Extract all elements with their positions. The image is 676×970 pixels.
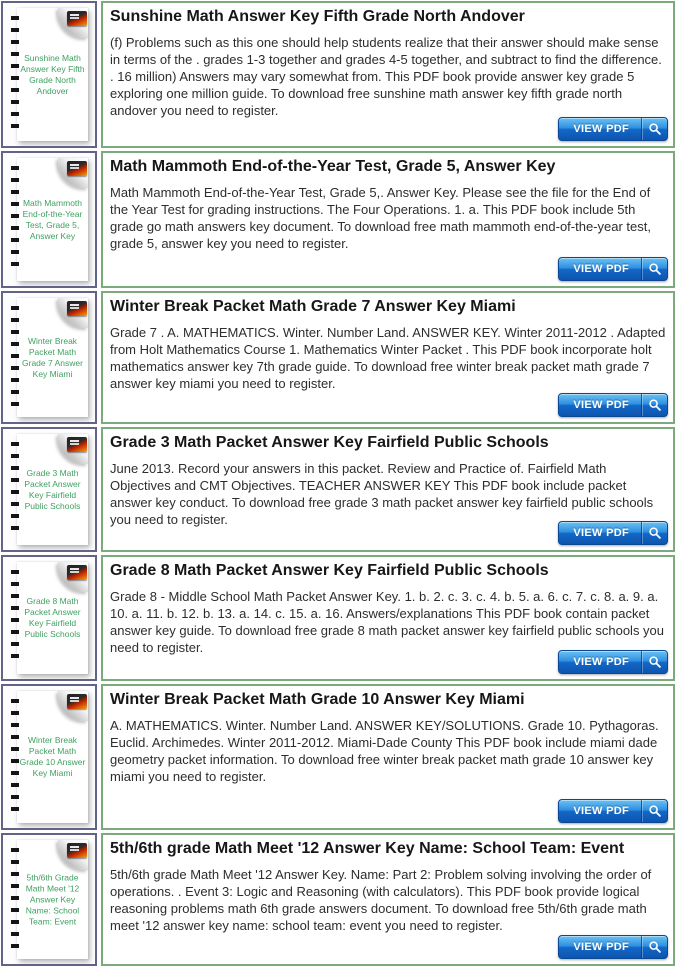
pdf-entry (1, 1, 675, 148)
view-pdf-button[interactable] (558, 799, 668, 823)
pdf-description: A. MATHEMATICS. Winter. Number Land. ANSWER KEY/SOLUTIONS. Grade 10. Pythagoras. Euclid. Archimedes. Winter 2011-2012. Miami-Dade County This PDF book include miami dade geometry packet information. To download free winter break packet math grade 10 answer key miami you need to register. (110, 718, 659, 784)
pdf-title: Math Mammoth End-of-the-Year Test, Grade 5, Answer Key (110, 158, 556, 175)
pdf-details-panel (101, 555, 675, 681)
view-pdf-label: VIEW PDF (573, 656, 629, 668)
thumbnail-title: Winter Break Packet Math Grade 10 Answer Key Miami (19, 735, 86, 778)
magnifier-icon (641, 651, 667, 673)
view-pdf-label: VIEW PDF (573, 263, 629, 275)
thumbnail-title: Math Mammoth End-of-the-Year Test, Grade 5, Answer Key (22, 197, 83, 241)
notebook-page-graphic (17, 298, 88, 417)
notebook-page-graphic (17, 8, 88, 141)
notebook-page-graphic (17, 562, 88, 674)
view-pdf-button[interactable] (558, 935, 668, 959)
magnifier-icon (641, 800, 667, 822)
spiral-binding-icon (11, 699, 19, 815)
view-pdf-button[interactable] (558, 117, 668, 141)
pdf-description: (f) Problems such as this one should help students realize that their answer should make sense in terms of the . grades 1-3 together and grades 4-5 together, and subtract to find the difference. . 16 million) Answers may vary somewhat from. This PDF book provide answer key grade 5 exploring one million guide. To download free sunshine math answer key fifth grade north andover you need to register. (110, 35, 662, 118)
pdf-entry (1, 151, 675, 288)
spiral-binding-icon (11, 848, 19, 951)
pdf-thumbnail[interactable] (1, 1, 97, 148)
pdf-details-panel (101, 427, 675, 552)
view-pdf-button[interactable] (558, 257, 668, 281)
view-pdf-button[interactable] (558, 650, 668, 674)
pdf-thumbnail[interactable] (1, 833, 97, 966)
pdf-thumbnail[interactable] (1, 291, 97, 424)
spiral-binding-icon (11, 16, 19, 133)
pdf-title: Winter Break Packet Math Grade 10 Answer Key Miami (110, 691, 525, 708)
view-pdf-button[interactable] (558, 393, 668, 417)
thumbnail-title: Grade 8 Math Packet Answer Key Fairfield Public Schools (24, 596, 81, 639)
pdf-thumbnail[interactable] (1, 427, 97, 552)
pdf-title: Sunshine Math Answer Key Fifth Grade North Andover (110, 8, 525, 25)
pdf-title: Grade 8 Math Packet Answer Key Fairfield Public Schools (110, 562, 549, 579)
pdf-brand-logo-icon (67, 565, 87, 580)
pdf-details-panel (101, 151, 675, 288)
pdf-title: Winter Break Packet Math Grade 7 Answer Key Miami (110, 298, 516, 315)
pdf-description: June 2013. Record your answers in this packet. Review and Practice of. Fairfield Math Objectives and CMT Objectives. TEACHER ANSWER KEY This PDF book include packet answer key conduct. To download free grade 3 math packet answer key fairfield public schools you need to register. (110, 461, 654, 527)
magnifier-icon (641, 522, 667, 544)
pdf-details-panel (101, 1, 675, 148)
pdf-details-panel (101, 833, 675, 966)
pdf-details-panel (101, 684, 675, 830)
spiral-binding-icon (11, 570, 19, 666)
thumbnail-title: 5th/6th Grade Math Meet '12 Answer Key Name: School Team: Event (25, 872, 80, 926)
pdf-brand-logo-icon (67, 161, 87, 176)
pdf-details-panel (101, 291, 675, 424)
view-pdf-label: VIEW PDF (573, 941, 629, 953)
view-pdf-button[interactable] (558, 521, 668, 545)
pdf-title: Grade 3 Math Packet Answer Key Fairfield Public Schools (110, 434, 549, 451)
pdf-entry (1, 291, 675, 424)
spiral-binding-icon (11, 306, 19, 409)
pdf-brand-logo-icon (67, 694, 87, 709)
pdf-description: Grade 7 . A. MATHEMATICS. Winter. Number Land. ANSWER KEY. Winter 2011-2012 . Adapted from Holt Mathematics Course 1. Mathematics Winter Packet . This PDF book incorporate holt mathematics answer key 7th grade guide. To download free winter break packet math grade 7 answer key miami you need to register. (110, 325, 666, 391)
pdf-description: 5th/6th grade Math Meet '12 Answer Key. Name: Part 2: Problem solving involving the order of operations. . Event 3: Logic and Reasoning (with calculators). This PDF book provide logical reasoning problems math 6th grade answers document. To download free 5th/6th grade math meet '12 answer key name: school team: event you need to register. (110, 867, 652, 933)
view-pdf-label: VIEW PDF (573, 805, 629, 817)
pdf-brand-logo-icon (67, 11, 87, 26)
magnifier-icon (641, 258, 667, 280)
view-pdf-label: VIEW PDF (573, 527, 629, 539)
pdf-entry (1, 833, 675, 966)
pdf-thumbnail[interactable] (1, 684, 97, 830)
view-pdf-label: VIEW PDF (573, 123, 629, 135)
pdf-description: Grade 8 - Middle School Math Packet Answer Key. 1. b. 2. c. 3. c. 4. b. 5. a. 6. c. 7. c. 8. a. 9. a. 10. a. 11. b. 12. b. 13. a. 14. c. 15. a. 16. Answers/explanations This PDF book contain packet answer key guide. To download free grade 8 math packet answer key fairfield public schools you need to register. (110, 589, 665, 655)
thumbnail-title: Grade 3 Math Packet Answer Key Fairfield Public Schools (24, 467, 81, 511)
view-pdf-label: VIEW PDF (573, 399, 629, 411)
pdf-thumbnail[interactable] (1, 151, 97, 288)
pdf-thumbnail[interactable] (1, 555, 97, 681)
pdf-brand-logo-icon (67, 437, 87, 452)
spiral-binding-icon (11, 166, 19, 273)
pdf-description: Math Mammoth End-of-the-Year Test, Grade 5,. Answer Key. Please see the file for the End of the Year Test for grading instructions. The Four Operations. 1. a. This PDF book include 5th grade go math answers key document. To download free math mammoth end-of-the-year test, grade 5, answer key you need to register. (110, 185, 651, 251)
pdf-entry (1, 555, 675, 681)
thumbnail-title: Winter Break Packet Math Grade 7 Answer Key Miami (22, 335, 83, 379)
magnifier-icon (641, 936, 667, 958)
notebook-page-graphic (17, 840, 88, 959)
pdf-entry (1, 427, 675, 552)
magnifier-icon (641, 118, 667, 140)
spiral-binding-icon (11, 442, 19, 537)
pdf-brand-logo-icon (67, 301, 87, 316)
magnifier-icon (641, 394, 667, 416)
pdf-brand-logo-icon (67, 843, 87, 858)
notebook-page-graphic (17, 434, 88, 545)
pdf-entry (1, 684, 675, 830)
pdf-title: 5th/6th grade Math Meet '12 Answer Key Name: School Team: Event (110, 840, 625, 857)
thumbnail-title: Sunshine Math Answer Key Fifth Grade North Andover (20, 52, 85, 96)
notebook-page-graphic (17, 158, 88, 281)
notebook-page-graphic (17, 691, 88, 823)
